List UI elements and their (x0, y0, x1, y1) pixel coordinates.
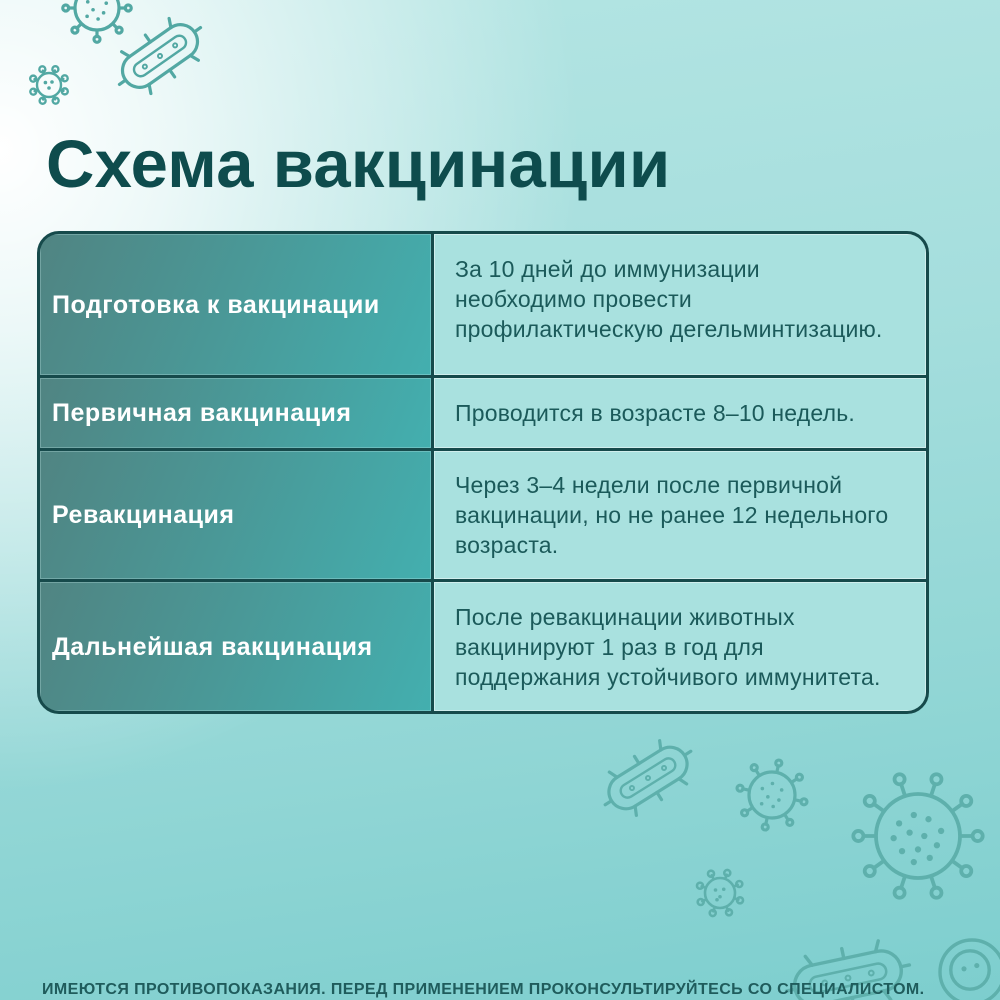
description-line: возраста. (455, 532, 559, 558)
description-line: вакцинируют 1 раз в год для (455, 633, 764, 660)
description-text (455, 602, 881, 692)
disclaimer: ИМЕЮТСЯ ПРОТИВОПОКАЗАНИЯ. ПЕРЕД ПРИМЕНЕНИЕМ ПРОКОНСУЛЬТИРУЙТЕСЬ СО СПЕЦИАЛИСТОМ. (42, 981, 925, 998)
description-text (455, 470, 888, 560)
stage-label: Подготовка к вакцинации (52, 290, 380, 319)
description-cell (434, 451, 926, 579)
virus-icon (63, 0, 131, 42)
description-line: За 10 дней до иммунизации (455, 255, 760, 282)
description-cell (434, 378, 926, 448)
description-text (455, 254, 883, 344)
bacteria-icon (592, 730, 705, 827)
stage-label: Ревакцинация (52, 501, 235, 529)
description-line: профилактическую дегельминтизацию. (455, 315, 883, 342)
description-line: Через 3–4 недели после первичной (455, 472, 843, 498)
description-line: вакцинации, но не ранее 12 недельного (455, 502, 889, 528)
description-cell (434, 582, 926, 711)
stage-cell (40, 582, 431, 711)
description-text (455, 398, 855, 428)
cell-icon (940, 940, 1000, 1000)
description-line: После ревакцинации животных (455, 603, 795, 630)
stage-cell (40, 234, 431, 375)
description-line: Проводится в возрасте 8–10 недель. (455, 400, 856, 426)
virus-icon (853, 774, 982, 898)
stage-label: Дальнейшая вакцинация (52, 632, 373, 661)
vaccination-schedule-table (37, 231, 929, 714)
stage-cell (40, 378, 431, 448)
page-title: Схема вакцинации (46, 127, 671, 202)
stage-cell (40, 451, 431, 579)
description-line: поддержания устойчивого иммунитета. (455, 663, 881, 690)
bacteria-icon (105, 7, 215, 106)
description-cell (434, 234, 926, 375)
description-line: необходимо провести (455, 285, 692, 312)
virus-icon (30, 66, 68, 104)
virus-icon (737, 760, 807, 830)
virus-icon (697, 870, 743, 916)
stage-label: Первичная вакцинация (52, 399, 352, 427)
